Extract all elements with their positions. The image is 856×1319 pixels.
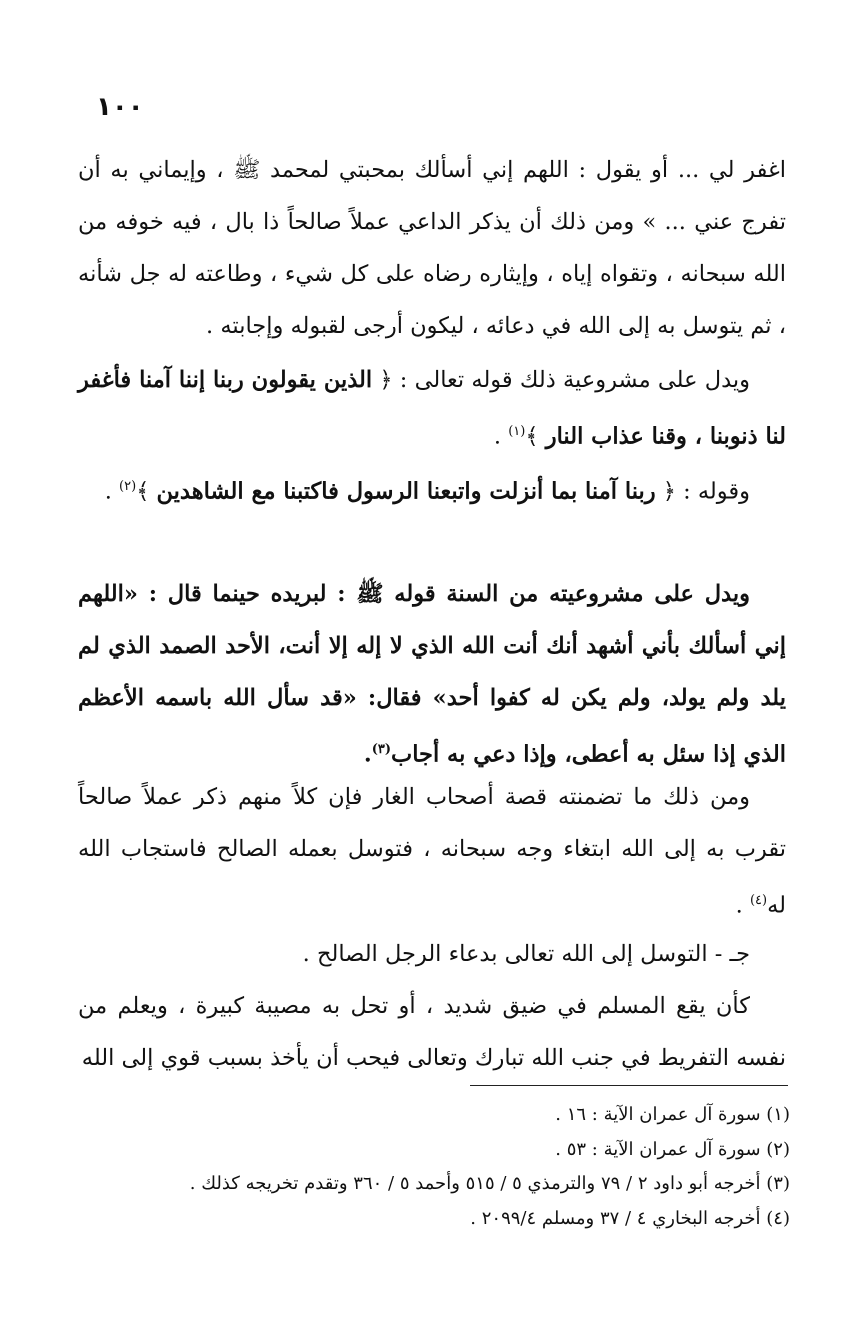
paragraph-intro: ويدل على مشروعية ذلك قوله تعالى : ﴿ (372, 367, 751, 393)
quran-verse: الذين يقولون ربنا إننا آمنا فأغفر لنا ذنوبنا ، وقنا عذاب النار (78, 367, 786, 450)
paragraph-text: ومن ذلك ما تضمنته قصة أصحاب الغار فإن كلاً منهم ذكر عملاً صالحاً تقرب به إلى الله ابتغاء وجه سبحانه ، فتوسل بعمله الصالح فاستجاب الله له (78, 784, 786, 919)
page-number: ١٠٠ (96, 92, 144, 122)
footnote-item: (٣) أخرجه أبو داود ٢ / ٧٩ والترمذي ٥ / ٥١٥ وأحمد ٥ / ٣٦٠ وتقدم تخريجه كذلك . (189, 1173, 790, 1194)
paragraph-intro: وقوله : ﴿ (655, 478, 750, 505)
paragraph-end: . (735, 892, 750, 919)
paragraph-text: ويدل على مشروعيته من السنة قوله ﷺ : لبريده حينما قال : «اللهم إني أسألك بأني أشهد أنك أنت الله الذي لا إله إلا أنت، الأحد الصمد الذي لم يلد ولم يولد، ولم يكن له كفوا أحد» فقال: «قد سأل الله باسمه الأعظم الذي إذا سئل به أعطى، وإذا دعي به أجاب (78, 581, 786, 768)
footnote-item: (١) سورة آل عمران الآية : ١٦ . (555, 1104, 790, 1125)
footnote-ref: (٢) (119, 479, 137, 494)
paragraph-cave-story (78, 771, 786, 932)
paragraph-text: اغفر لي ... أو يقول : اللهم إني أسألك بمحبتي لمحمد ﷺ ، وإيماني به أن تفرج عني ... » ومن ذلك أن يذكر الداعي عملاً صالحاً ذا بال ، فيه خوفه من الله سبحانه ، وتقواه إياه ، وإيثاره رضاه على كل شيء ، وطاعته له جل شأنه ، ثم يتوسل به إلى الله في دعائه ، ليكون أرجى لقبوله وإجابته . (78, 157, 786, 339)
verse-close-bracket: ﴾ (136, 478, 157, 505)
footnote-ref: (٣) (371, 742, 392, 757)
quran-verse: ربنا آمنا بما أنزلت واتبعنا الرسول فاكتبنا مع الشاهدين (156, 478, 656, 505)
footnote-ref: (١) (508, 424, 526, 439)
footnote-divider (470, 1085, 788, 1086)
paragraph-continuation (78, 144, 786, 352)
paragraph-verse-2 (78, 461, 786, 518)
verse-close-bracket: ﴾ (525, 423, 546, 450)
paragraph-verse-1 (78, 354, 786, 463)
section-heading-text: جـ - التوسل إلى الله تعالى بدعاء الرجل الصالح . (302, 941, 750, 967)
paragraph-end: . (363, 741, 372, 768)
footnotes-list (150, 1098, 790, 1236)
paragraph-end: . (104, 478, 120, 505)
footnote-item: (٤) أخرجه البخاري ٤ / ٣٧ ومسلم ٢٠٩٩/٤ . (470, 1207, 790, 1229)
paragraph-text: كأن يقع المسلم في ضيق شديد ، أو تحل به مصيبة كبيرة ، ويعلم من نفسه التفريط في جنب الله تبارك وتعالى فيحب أن يأخذ بسبب قوي إلى الله (78, 993, 786, 1071)
footnote-ref: (٤) (749, 893, 768, 908)
footnote-item: (٢) سورة آل عمران الآية : ٥٣ . (555, 1138, 790, 1160)
paragraph-example (78, 980, 786, 1084)
section-heading (78, 928, 786, 980)
paragraph-end: . (493, 423, 509, 450)
paragraph-hadith (78, 568, 786, 781)
